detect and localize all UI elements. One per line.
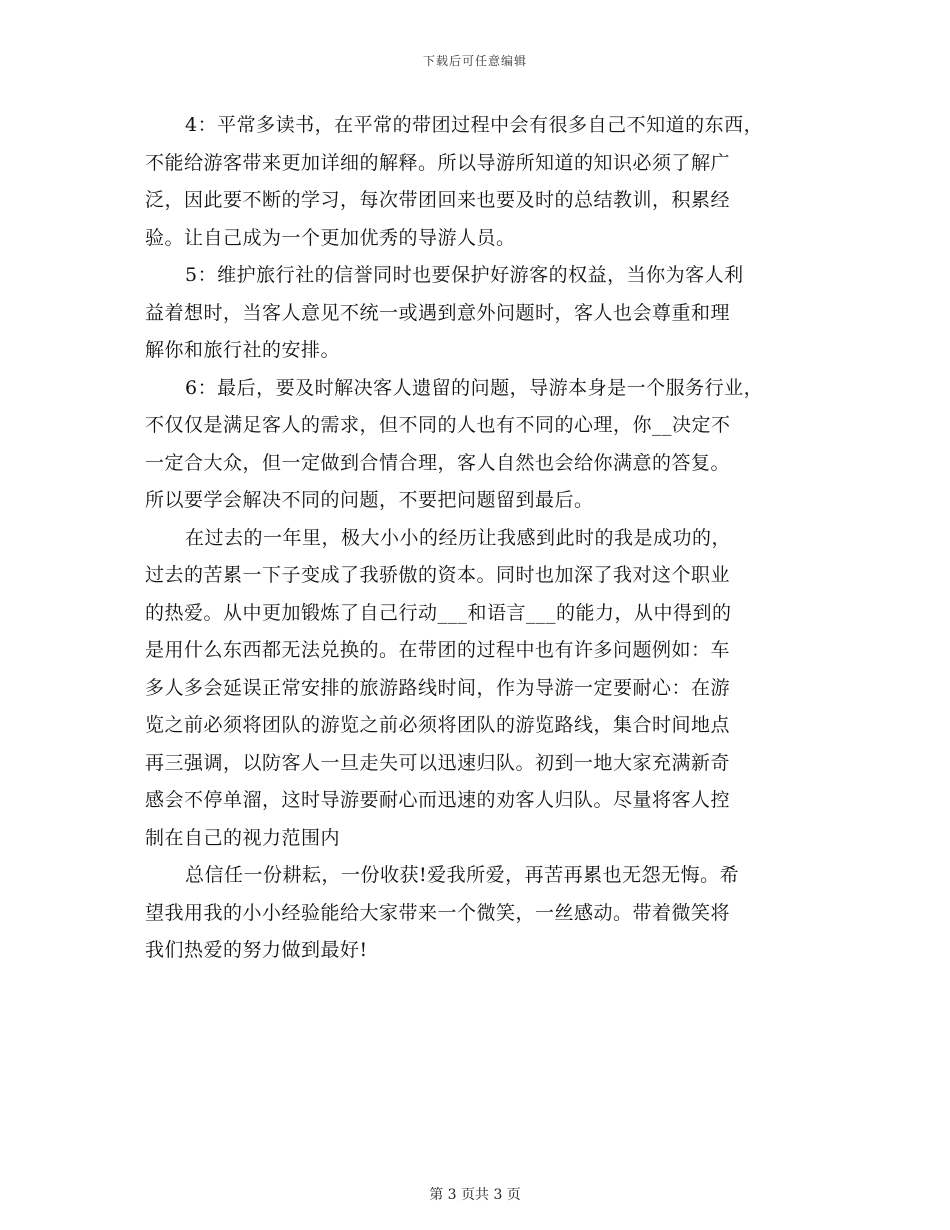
paragraph-line: 我们热爱的努力做到最好! [145,939,368,961]
document-body [145,107,815,970]
paragraph-line: 制在自己的视力范围内 [145,826,341,849]
paragraph-line: 过去的苦累一下子变成了我骄傲的资本。同时也加深了我对这个职业 [145,564,731,586]
paragraph-line: 的热爱。从中更加锻炼了自己行动___和语言___的能力，从中得到的 [145,601,732,624]
paragraph-line: 4：平常多读书，在平常的带团过程中会有很多自己不知道的东西， [185,114,764,136]
paragraph-line: 不仅仅是满足客人的需求，但不同的人也有不同的心理，你__决定不 [145,414,731,436]
paragraph-line: 验。让自己成为一个更加优秀的导游人员。 [145,226,516,249]
paragraph-line: 再三强调，以防客人一旦走失可以迅速归队。初到一地大家充满新奇 [145,751,731,774]
paragraph-line: 感会不停单溜，这时导游要耐心而迅速的劝客人归队。尽量将客人控 [145,789,731,811]
paragraph-line: 总信任一份耕耘，一份收获!爱我所爱，再苦再累也无怨无悔。希 [185,864,740,886]
paragraph-line: 是用什么东西都无法兑换的。在带团的过程中也有许多问题例如：车 [145,639,731,661]
paragraph-line: 益着想时，当客人意见不统一或遇到意外问题时，客人也会尊重和理 [145,301,731,324]
paragraph-line: 不能给游客带来更加详细的解释。所以导游所知道的知识必须了解广 [145,151,731,174]
paragraph-line: 5：维护旅行社的信誉同时也要保护好游客的权益，当你为客人利 [185,264,744,286]
paragraph-line: 一定合大众，但一定做到合情合理，客人自然也会给你满意的答复。 [145,451,731,474]
paragraph-line: 所以要学会解决不同的问题，不要把问题留到最后。 [145,489,594,511]
paragraph-line: 多人多会延误正常安排的旅游路线时间，作为导游一定要耐心：在游 [145,676,731,699]
page-header: 下载后可任意编辑 [422,54,527,68]
paragraph-line: 解你和旅行社的安排。 [145,339,341,361]
paragraph-line: 望我用我的小小经验能给大家带来一个微笑，一丝感动。带着微笑将 [145,901,731,924]
paragraph-line: 6：最后，要及时解决客人遗留的问题，导游本身是一个服务行业， [185,376,764,399]
page-footer: 第 3 页共 3 页 [429,1187,521,1203]
paragraph-line: 泛，因此要不断的学习，每次带团回来也要及时的总结教训，积累经 [145,189,731,211]
paragraph-line: 在过去的一年里，极大小小的经历让我感到此时的我是成功的， [185,526,732,549]
paragraph-line: 览之前必须将团队的游览之前必须将团队的游览路线，集合时间地点 [145,714,731,736]
